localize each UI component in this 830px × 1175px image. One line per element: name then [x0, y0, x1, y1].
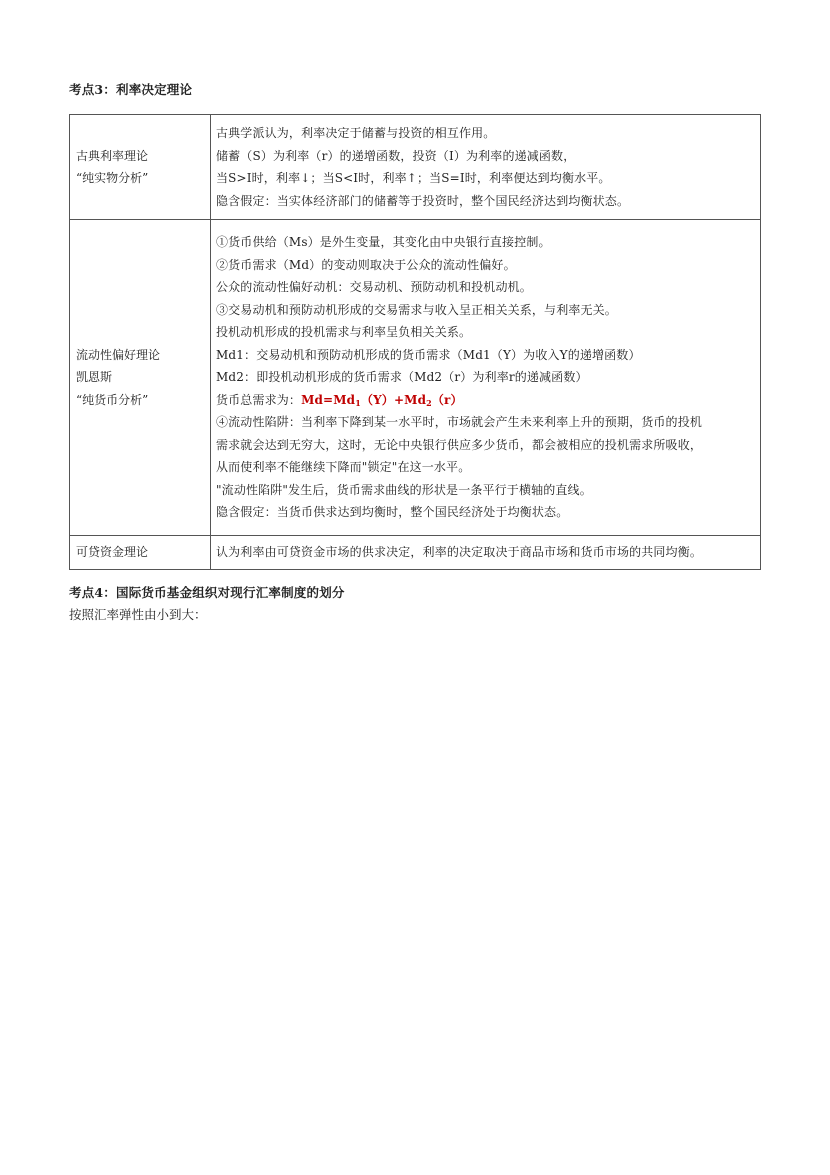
description-line: Md2：即投机动机形成的货币需求（Md2（r）为利率r的递减函数）	[216, 370, 588, 385]
theory-description-cell	[211, 115, 761, 220]
theory-name: 可贷资金理论	[76, 545, 149, 560]
formula-prefix: 货币总需求为：	[216, 392, 302, 407]
theory-name: 流动性偏好理论	[76, 347, 161, 362]
description-line: Md1：交易动机和预防动机形成的货币需求（Md1（Y）为收入Y的递增函数）	[216, 347, 641, 362]
description-line: ①货币供给（Ms）是外生变量，其变化由中央银行直接控制。	[216, 235, 551, 250]
description-line: "流动性陷阱"发生后，货币需求曲线的形状是一条平行于横轴的直线。	[216, 482, 592, 497]
description-line: 储蓄（S）为利率（r）的递增函数，投资（I）为利率的递减函数，	[216, 148, 576, 163]
description-line: 需求就会达到无穷大，这时，无论中央银行供应多少货币，都会被相应的投机需求所吸收，	[216, 437, 703, 452]
theory-name-cell	[70, 536, 211, 570]
description-line: 投机动机形成的投机需求与利率呈负相关关系。	[216, 325, 472, 340]
theory-table	[69, 114, 761, 570]
description-line: ③交易动机和预防动机形成的交易需求与收入呈正相关关系，与利率无关。	[216, 302, 617, 317]
formula-line	[216, 389, 754, 412]
description-line: 认为利率由可贷资金市场的供求决定，利率的决定取决于商品市场和货币市场的共同均衡。	[216, 545, 703, 560]
theory-description-cell	[211, 536, 761, 570]
theory-subname: “纯实物分析”	[76, 171, 149, 185]
description-line: 从而使利率不能继续下降而"锁定"在这一水平。	[216, 460, 471, 475]
section-title-point4: 考点4：国际货币基金组织对现行汇率制度的划分	[69, 585, 345, 600]
description-line: 公众的流动性偏好动机：交易动机、预防动机和投机动机。	[216, 280, 532, 295]
description-line: 当S>I时，利率↓；当S<I时，利率↑；当S=I时，利率便达到均衡水平。	[216, 171, 611, 185]
table-row-liquidity	[70, 220, 761, 536]
table-row-loanable-funds	[70, 536, 761, 570]
table-row-classical	[70, 115, 761, 220]
description-line: ④流动性陷阱：当利率下降到某一水平时，市场就会产生未来利率上升的预期，货币的投机	[216, 415, 703, 430]
section-title-point3: 考点3：利率决定理论	[69, 82, 193, 97]
description-line: 隐含假定：当货币供求达到均衡时，整个国民经济处于均衡状态。	[216, 505, 569, 520]
theory-author: 凯恩斯	[76, 370, 113, 385]
section-subtitle: 按照汇率弹性由小到大：	[69, 607, 207, 622]
money-demand-formula: $Md=Md_1(Y)+Md_2(r)$	[301, 392, 463, 408]
theory-name: 古典利率理论	[76, 148, 149, 163]
theory-name-cell	[70, 115, 211, 220]
description-line: ②货币需求（Md）的变动则取决于公众的流动性偏好。	[216, 257, 516, 272]
theory-name-cell	[70, 220, 211, 536]
description-line: 隐含假定：当实体经济部门的储蓄等于投资时，整个国民经济达到均衡状态。	[216, 193, 630, 208]
theory-description-cell	[211, 220, 761, 536]
description-line: 古典学派认为，利率决定于储蓄与投资的相互作用。	[216, 126, 496, 140]
theory-subname: “纯货币分析”	[76, 392, 149, 407]
